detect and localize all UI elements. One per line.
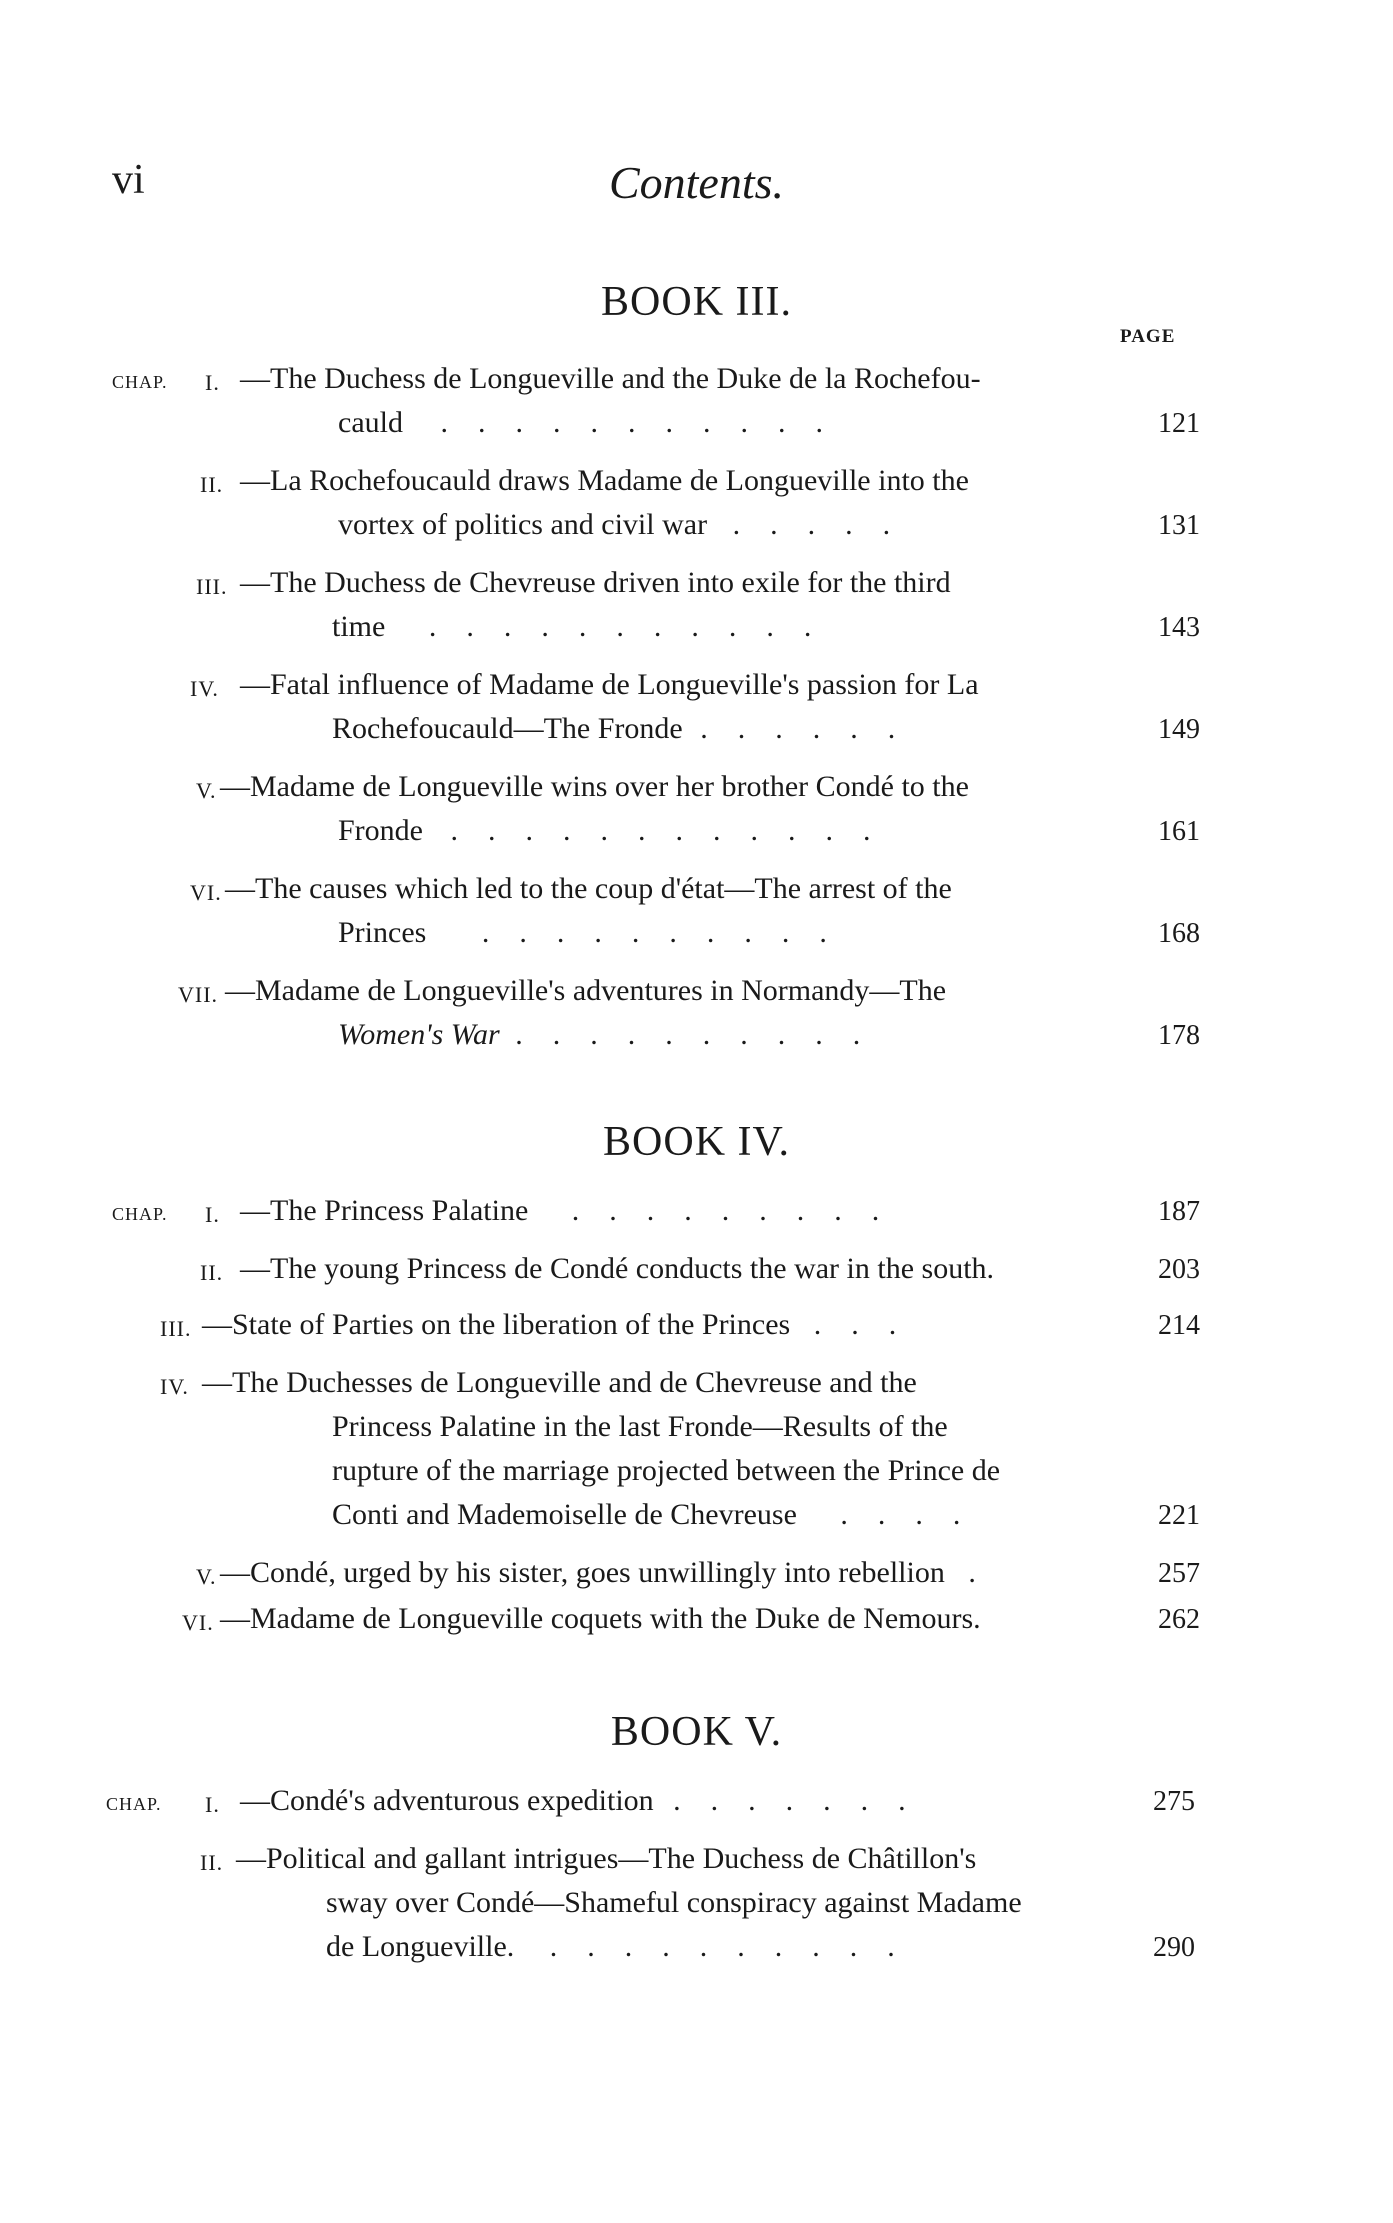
page-number: 221 (1158, 1500, 1200, 1531)
entry-line: —La Rochefoucauld draws Madame de Longueville into the (240, 464, 969, 497)
page-column-label: PAGE (1120, 326, 1176, 347)
page-number: 262 (1158, 1604, 1200, 1635)
entry-line: cauld ........... (338, 406, 853, 439)
entry-line: —The causes which led to the coup d'état—The arrest of the (225, 872, 952, 905)
chapter-number: II. (200, 472, 224, 497)
entry-line: time ........... (332, 610, 842, 643)
chapter-number: I. (205, 1202, 220, 1227)
chapter-number: V. (196, 1564, 217, 1589)
entry-line: vortex of politics and civil war ..... (338, 508, 921, 541)
entry-line: Women's War .......... (338, 1018, 891, 1051)
chapter-number: IV. (190, 676, 219, 701)
folio-number: vi (112, 157, 145, 203)
entry-line: sway over Condé—Shameful conspiracy against Madame (326, 1886, 1022, 1919)
page-number: 257 (1158, 1558, 1200, 1589)
page-number: 203 (1158, 1254, 1200, 1285)
entry-line: Princess Palatine in the last Fronde—Results of the (332, 1410, 948, 1443)
page-number: 178 (1158, 1020, 1200, 1051)
book-heading-5: BOOK V. (610, 1709, 783, 1755)
entry-line: —Fatal influence of Madame de Longueville's passion for La (240, 668, 979, 701)
entry-line: —The Duchess de Longueville and the Duke de la Rochefou- (240, 362, 981, 395)
entry-line: —Condé's adventurous expedition ....... (240, 1784, 936, 1817)
page-number: 161 (1158, 816, 1200, 847)
chapter-number: II. (200, 1850, 224, 1875)
entry-line: —The Duchesses de Longueville and de Chevreuse and the (202, 1366, 917, 1399)
entry-line: —State of Parties on the liberation of the Princes ... (202, 1308, 927, 1341)
page-number: 275 (1153, 1786, 1195, 1817)
page-number: 290 (1153, 1932, 1195, 1963)
chapter-number: VI. (190, 880, 222, 905)
page-number: 214 (1158, 1310, 1200, 1341)
page-number: 168 (1158, 918, 1200, 949)
entry-line: de Longueville. .......... (326, 1930, 925, 1963)
page-number: 143 (1158, 612, 1200, 643)
page-number: 149 (1158, 714, 1200, 745)
book-heading-4: BOOK IV. (603, 1119, 790, 1165)
page-number: 131 (1158, 510, 1200, 541)
running-title: Contents. (608, 157, 785, 208)
entry-line: —Madame de Longueville wins over her brother Condé to the (220, 770, 969, 803)
chap-label: CHAP. (112, 1204, 168, 1224)
entry-line: —Condé, urged by his sister, goes unwillingly into rebellion . (220, 1556, 1006, 1589)
chapter-number: III. (160, 1316, 192, 1341)
chapter-number: VI. (182, 1610, 214, 1635)
entry-line: —The Princess Palatine ......... (240, 1194, 910, 1227)
entry-line: —Madame de Longueville's adventures in Normandy—The (225, 974, 947, 1007)
book-heading-3: BOOK III. (601, 279, 792, 325)
entry-line: Conti and Mademoiselle de Chevreuse .... (332, 1498, 991, 1531)
entry-line: Rochefoucauld—The Fronde ...... (332, 712, 926, 745)
chapter-number: I. (205, 1792, 220, 1817)
chap-label: CHAP. (112, 372, 168, 392)
chapter-number: IV. (160, 1374, 189, 1399)
chapter-number: II. (200, 1260, 224, 1285)
chap-label: CHAP. (106, 1794, 162, 1814)
entry-line: Princes .......... (338, 916, 857, 949)
page-number: 121 (1158, 408, 1200, 439)
chapter-number: V. (196, 778, 217, 803)
entry-line: —Political and gallant intrigues—The Duchess de Châtillon's (236, 1842, 977, 1875)
chapter-number: I. (205, 370, 220, 395)
page-number: 187 (1158, 1196, 1200, 1227)
entry-line: rupture of the marriage projected between the Prince de (332, 1454, 1001, 1487)
entry-line: —Madame de Longueville coquets with the Duke de Nemours. (220, 1602, 981, 1635)
entry-line: —The young Princess de Condé conducts the war in the south. (240, 1252, 995, 1285)
entry-line: Fronde ............ (338, 814, 901, 847)
chapter-number: III. (196, 574, 228, 599)
entry-line: —The Duchess de Chevreuse driven into exile for the third (240, 566, 951, 599)
chapter-number: VII. (178, 982, 219, 1007)
